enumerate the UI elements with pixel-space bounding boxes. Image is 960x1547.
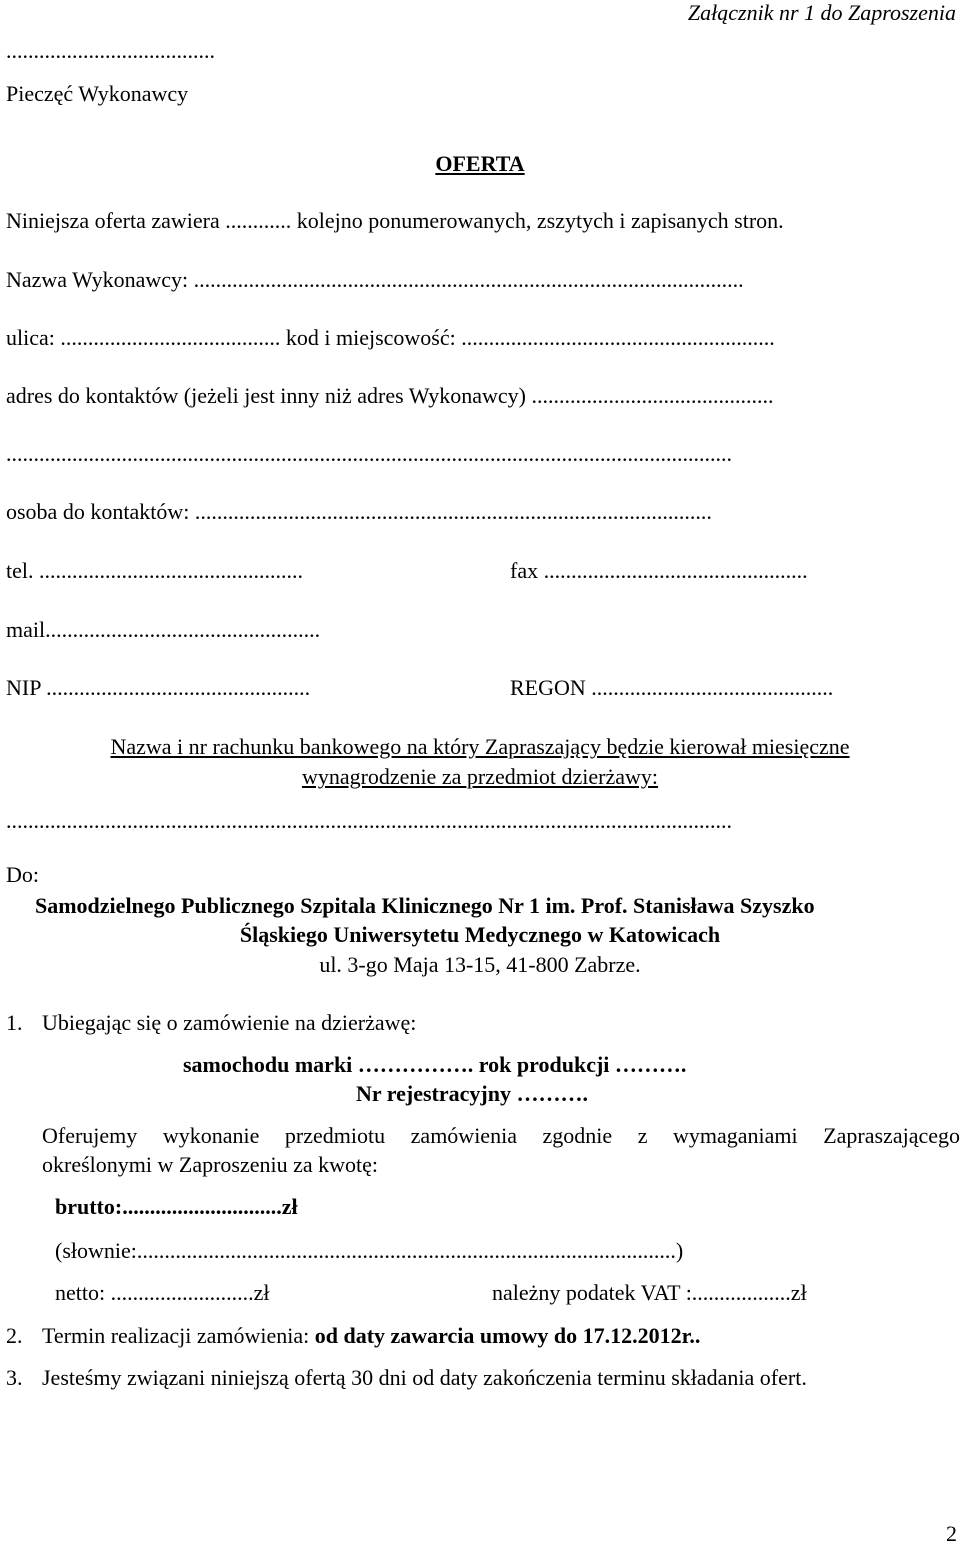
vehicle-make-year: samochodu marki ……………. rok produkcji ……….	[183, 1052, 687, 1077]
fax-field: fax ................................................	[510, 558, 808, 583]
bank-account-dots: ....................................................................................................................................	[6, 808, 732, 833]
recipient-address: ul. 3-go Maja 13-15, 41-800 Zabrze.	[319, 952, 641, 977]
section-2-number: 2.	[6, 1323, 23, 1348]
document-title: OFERTA	[435, 151, 525, 176]
vehicle-registration: Nr rejestracyjny ……….	[356, 1081, 588, 1106]
section-1-number: 1.	[6, 1010, 23, 1035]
page-number: 2	[946, 1521, 957, 1546]
tel-field: tel. ................................................	[6, 558, 303, 583]
net-amount-field: netto: ..........................zł	[55, 1280, 270, 1305]
recipient-name-line2: Śląskiego Uniwersytetu Medycznego w Katowicach	[239, 922, 721, 947]
offer-statement-line2: określonymi w Zaproszeniu za kwotę:	[42, 1152, 379, 1177]
section-3-number: 3.	[6, 1365, 23, 1390]
stamp-dots: ......................................	[6, 38, 215, 63]
completion-deadline-label: Termin realizacji zamówienia:	[42, 1323, 315, 1348]
bank-account-heading-line1: Nazwa i nr rachunku bankowego na który Zapraszający będzie kierował miesięczne	[110, 734, 850, 759]
attachment-note: Załącznik nr 1 do Zaproszenia	[687, 0, 956, 25]
street-field: ulica: ........................................ kod i miejscowość: .........................................................	[6, 325, 775, 350]
gross-amount-field: brutto:.............................zł	[55, 1194, 298, 1219]
nip-field: NIP ................................................	[6, 675, 311, 700]
vat-amount-field: należny podatek VAT :..................zł	[492, 1280, 807, 1305]
mail-field: mail..................................................	[6, 617, 321, 642]
bank-account-heading-line2: wynagrodzenie za przedmiot dzierżawy:	[301, 764, 659, 789]
stamp-label: Pieczęć Wykonawcy	[6, 81, 189, 106]
contact-person-field: osoba do kontaktów: ..............................................................................................	[6, 499, 712, 524]
contact-address-field: adres do kontaktów (jeżeli jest inny niż adres Wykonawcy) ............................................	[6, 383, 774, 408]
offer-validity-statement: Jesteśmy związani niniejszą ofertą 30 dni od daty zakończenia terminu składania ofert.	[42, 1365, 807, 1390]
regon-field: REGON ............................................	[510, 675, 834, 700]
contact-address-continuation: ....................................................................................................................................	[6, 441, 732, 466]
offer-statement-line1: Oferujemy wykonanie przedmiotu zamówienia zgodnie z wymaganiami Zapraszającego	[42, 1123, 960, 1148]
recipient-label: Do:	[6, 862, 39, 887]
pages-count-field: Niniejsza oferta zawiera ............ kolejno ponumerowanych, zszytych i zapisanych stron.	[6, 208, 784, 233]
contractor-name-field: Nazwa Wykonawcy: ....................................................................................................	[6, 267, 744, 292]
completion-deadline	[42, 1323, 700, 1349]
completion-deadline-value: od daty zawarcia umowy do 17.12.2012r..	[314, 1323, 701, 1348]
amount-in-words-field: (słownie:..................................................................................................)	[55, 1238, 684, 1263]
section-1-intro: Ubiegając się o zamówienie na dzierżawę:	[42, 1010, 417, 1035]
recipient-name-line1: Samodzielnego Publicznego Szpitala Klinicznego Nr 1 im. Prof. Stanisława Szyszko	[35, 893, 815, 918]
